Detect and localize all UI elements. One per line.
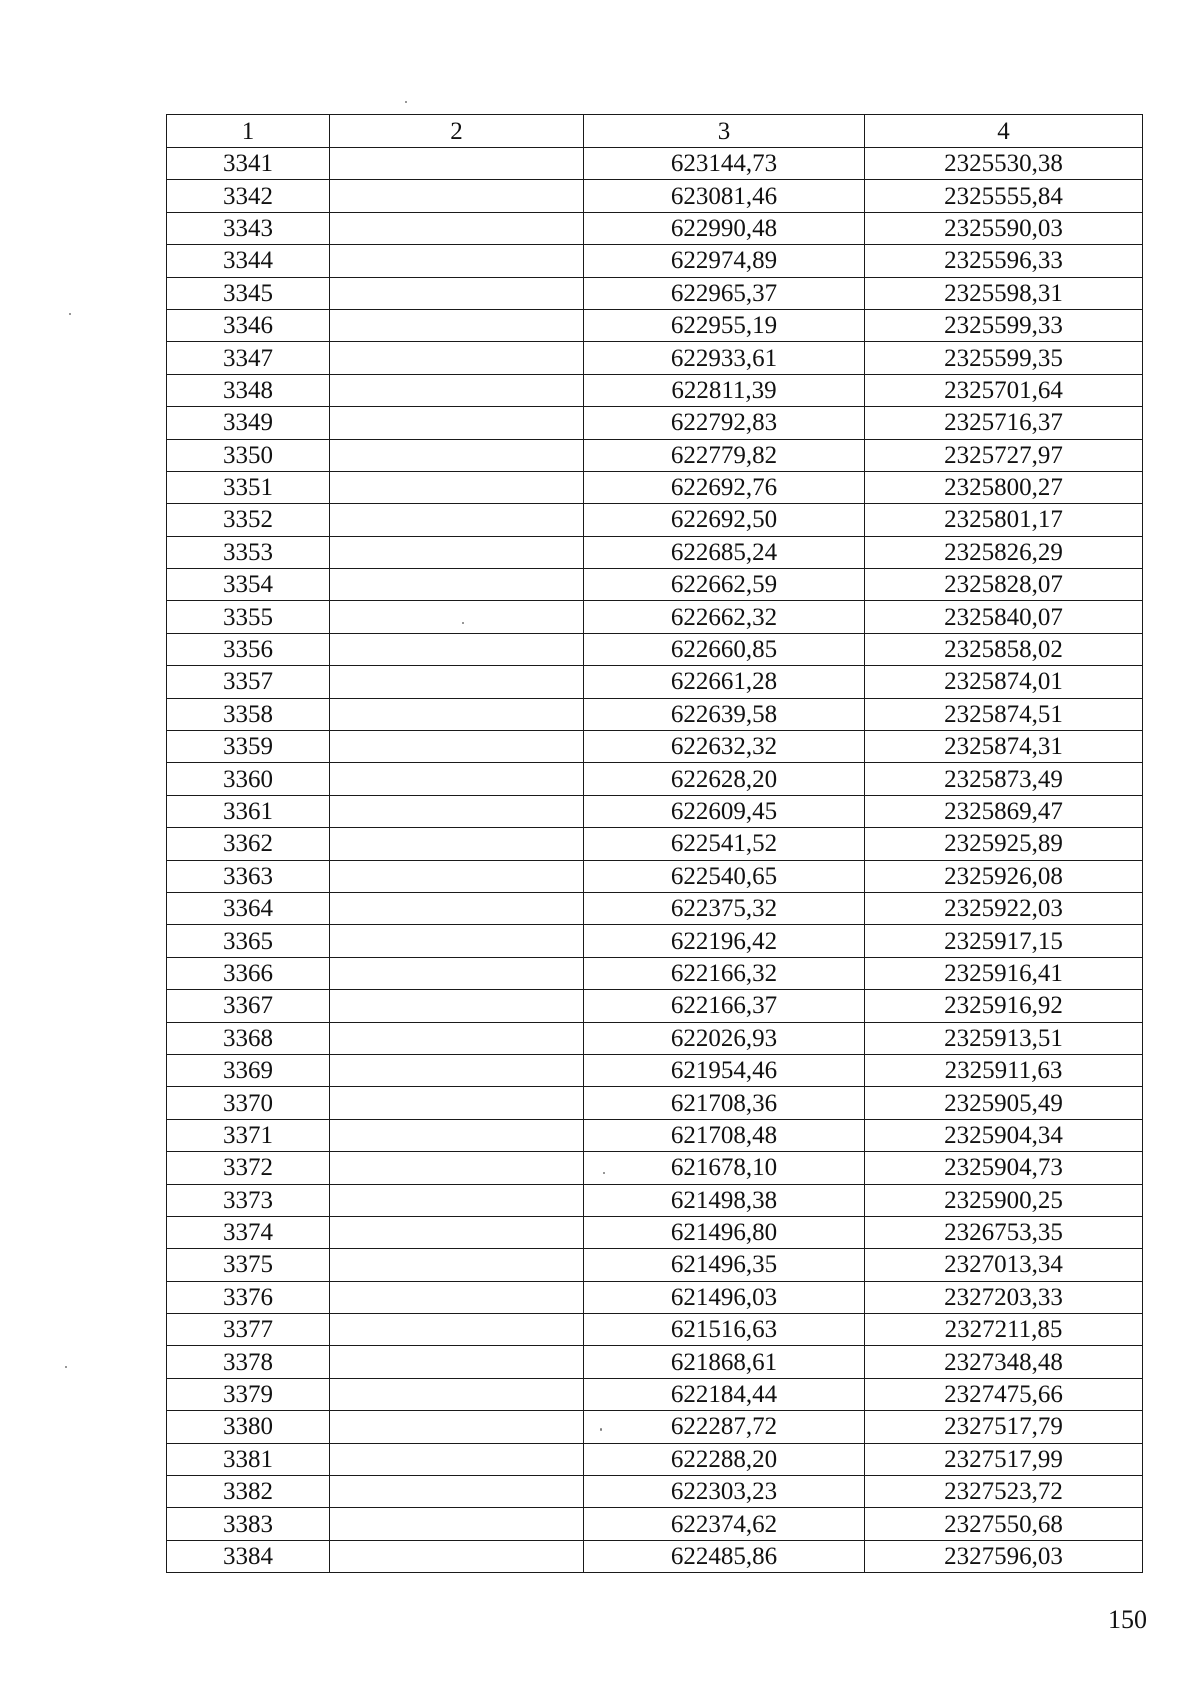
table-cell-col-4: 2325701,64 [865,374,1143,406]
table-cell-col-1: 3349 [167,407,330,439]
table-row [167,1476,1143,1508]
table-cell-col-2 [330,245,584,277]
table-row [167,1054,1143,1086]
table-cell-col-1: 3360 [167,763,330,795]
table-cell-col-1: 3365 [167,925,330,957]
table-cell-col-2 [330,990,584,1022]
table-cell-col-2 [330,1411,584,1443]
table-cell-col-4: 2326753,35 [865,1216,1143,1248]
table-cell-col-1: 3366 [167,957,330,989]
table-row [167,569,1143,601]
table-row [167,957,1143,989]
table-cell-col-4: 2325598,31 [865,277,1143,309]
table-cell-col-1: 3364 [167,892,330,924]
table-cell-col-2 [330,925,584,957]
table-cell-col-3: 623081,46 [584,180,865,212]
table-row [167,212,1143,244]
table-cell-col-1: 3378 [167,1346,330,1378]
table-cell-col-3: 622287,72 [584,1411,865,1443]
table-cell-col-2 [330,1378,584,1410]
table-cell-col-4: 2325840,07 [865,601,1143,633]
table-cell-col-2 [330,1184,584,1216]
coordinates-table [166,114,1143,1573]
table-row [167,309,1143,341]
table-cell-col-1: 3368 [167,1022,330,1054]
table-cell-col-3: 622639,58 [584,698,865,730]
table-cell-col-3: 621954,46 [584,1054,865,1086]
table-cell-col-2 [330,1476,584,1508]
table-cell-col-4: 2325801,17 [865,504,1143,536]
table-cell-col-2 [330,1119,584,1151]
table-cell-col-1: 3343 [167,212,330,244]
table-cell-col-4: 2327013,34 [865,1249,1143,1281]
table-cell-col-2 [330,342,584,374]
table-cell-col-2 [330,1054,584,1086]
table-cell-col-1: 3374 [167,1216,330,1248]
table-cell-col-3: 622166,37 [584,990,865,1022]
table-cell-col-2 [330,860,584,892]
table-row [167,1022,1143,1054]
table-cell-col-4: 2325530,38 [865,148,1143,180]
column-header-4: 4 [865,115,1143,148]
table-cell-col-1: 3354 [167,569,330,601]
table-cell-col-3: 622692,76 [584,471,865,503]
table-row [167,1281,1143,1313]
table-cell-col-1: 3370 [167,1087,330,1119]
table-cell-col-4: 2325900,25 [865,1184,1143,1216]
table-cell-col-2 [330,374,584,406]
table-cell-col-3: 621496,35 [584,1249,865,1281]
table-cell-col-2 [330,731,584,763]
table-cell-col-2 [330,277,584,309]
table-row [167,1119,1143,1151]
table-cell-col-4: 2325869,47 [865,795,1143,827]
table-cell-col-4: 2325599,35 [865,342,1143,374]
table-cell-col-2 [330,1216,584,1248]
table-cell-col-2 [330,504,584,536]
table-cell-col-1: 3384 [167,1540,330,1572]
table-cell-col-3: 622184,44 [584,1378,865,1410]
table-body [167,148,1143,1573]
table-cell-col-3: 621496,80 [584,1216,865,1248]
table-cell-col-2 [330,1281,584,1313]
table-row [167,1216,1143,1248]
table-cell-col-3: 622541,52 [584,828,865,860]
table-cell-col-2 [330,180,584,212]
table-row [167,763,1143,795]
table-cell-col-3: 622965,37 [584,277,865,309]
table-cell-col-4: 2325911,63 [865,1054,1143,1086]
table-row [167,277,1143,309]
table-cell-col-3: 622166,32 [584,957,865,989]
table-cell-col-2 [330,1346,584,1378]
table-cell-col-1: 3362 [167,828,330,860]
table-cell-col-3: 622609,45 [584,795,865,827]
table-row [167,601,1143,633]
table-cell-col-1: 3357 [167,666,330,698]
table-cell-col-3: 622685,24 [584,536,865,568]
table-row [167,439,1143,471]
table-row [167,1443,1143,1475]
table-cell-col-4: 2325727,97 [865,439,1143,471]
table-cell-col-2 [330,148,584,180]
table-cell-col-3: 622662,32 [584,601,865,633]
table-cell-col-3: 622662,59 [584,569,865,601]
table-cell-col-3: 622374,62 [584,1508,865,1540]
table-cell-col-4: 2325913,51 [865,1022,1143,1054]
table-cell-col-2 [330,212,584,244]
table-cell-col-4: 2327523,72 [865,1476,1143,1508]
column-header-1: 1 [167,115,330,148]
table-cell-col-3: 621708,36 [584,1087,865,1119]
table-cell-col-1: 3341 [167,148,330,180]
table-cell-col-4: 2325917,15 [865,925,1143,957]
table-cell-col-2 [330,471,584,503]
table-cell-col-2 [330,795,584,827]
table-row [167,925,1143,957]
table-row [167,471,1143,503]
table-row [167,148,1143,180]
table-row [167,1540,1143,1572]
table-cell-col-1: 3355 [167,601,330,633]
table-cell-col-1: 3352 [167,504,330,536]
table-cell-col-2 [330,957,584,989]
table-cell-col-2 [330,1540,584,1572]
table-cell-col-1: 3377 [167,1314,330,1346]
table-cell-col-4: 2325800,27 [865,471,1143,503]
table-cell-col-4: 2327348,48 [865,1346,1143,1378]
table-row [167,342,1143,374]
table-cell-col-4: 2325922,03 [865,892,1143,924]
table-row [167,536,1143,568]
table-cell-col-1: 3372 [167,1152,330,1184]
table-cell-col-4: 2325596,33 [865,245,1143,277]
table-cell-col-1: 3346 [167,309,330,341]
table-cell-col-1: 3350 [167,439,330,471]
table-cell-col-4: 2325828,07 [865,569,1143,601]
table-cell-col-1: 3363 [167,860,330,892]
table-cell-col-3: 622288,20 [584,1443,865,1475]
table-cell-col-4: 2325904,73 [865,1152,1143,1184]
table-cell-col-1: 3369 [167,1054,330,1086]
table-cell-col-2 [330,892,584,924]
table-cell-col-1: 3367 [167,990,330,1022]
table-cell-col-4: 2325858,02 [865,633,1143,665]
table-cell-col-4: 2325926,08 [865,860,1143,892]
table-cell-col-4: 2327475,66 [865,1378,1143,1410]
table-cell-col-1: 3383 [167,1508,330,1540]
table-row [167,698,1143,730]
table-cell-col-1: 3373 [167,1184,330,1216]
table-cell-col-1: 3361 [167,795,330,827]
table-cell-col-4: 2325905,49 [865,1087,1143,1119]
table-cell-col-3: 623144,73 [584,148,865,180]
table-cell-col-3: 622811,39 [584,374,865,406]
table-cell-col-1: 3342 [167,180,330,212]
table-cell-col-1: 3380 [167,1411,330,1443]
table-cell-col-2 [330,407,584,439]
table-row [167,666,1143,698]
table-cell-col-1: 3381 [167,1443,330,1475]
table-row [167,407,1143,439]
table-cell-col-1: 3356 [167,633,330,665]
table-cell-col-2 [330,309,584,341]
table-cell-col-1: 3348 [167,374,330,406]
table-row [167,1184,1143,1216]
table-row [167,180,1143,212]
table-cell-col-1: 3371 [167,1119,330,1151]
table-cell-col-3: 622692,50 [584,504,865,536]
table-cell-col-4: 2327517,79 [865,1411,1143,1443]
table-cell-col-1: 3382 [167,1476,330,1508]
table-cell-col-3: 622792,83 [584,407,865,439]
table-cell-col-2 [330,1087,584,1119]
table-cell-col-3: 622974,89 [584,245,865,277]
scan-speck [405,101,407,103]
table-cell-col-4: 2325873,49 [865,763,1143,795]
table-cell-col-1: 3358 [167,698,330,730]
table-cell-col-4: 2325904,34 [865,1119,1143,1151]
table-header-row [167,115,1143,148]
table-row [167,860,1143,892]
scan-speck [69,313,71,315]
table-row [167,1378,1143,1410]
table-cell-col-2 [330,828,584,860]
table-cell-col-4: 2327211,85 [865,1314,1143,1346]
table-cell-col-3: 621708,48 [584,1119,865,1151]
table-cell-col-3: 622661,28 [584,666,865,698]
table-cell-col-4: 2327596,03 [865,1540,1143,1572]
table-cell-col-1: 3347 [167,342,330,374]
table-cell-col-2 [330,569,584,601]
table-cell-col-2 [330,666,584,698]
table-cell-col-2 [330,439,584,471]
table-row [167,1411,1143,1443]
page-number: 150 [1108,1605,1147,1634]
table-cell-col-4: 2325874,31 [865,731,1143,763]
table-row [167,504,1143,536]
table-cell-col-4: 2325874,01 [865,666,1143,698]
table-cell-col-1: 3376 [167,1281,330,1313]
table-cell-col-1: 3379 [167,1378,330,1410]
table-cell-col-2 [330,633,584,665]
table-cell-col-3: 622779,82 [584,439,865,471]
table-cell-col-4: 2325555,84 [865,180,1143,212]
table-cell-col-4: 2325916,41 [865,957,1143,989]
table-cell-col-1: 3375 [167,1249,330,1281]
table-cell-col-3: 622628,20 [584,763,865,795]
table-row [167,1249,1143,1281]
table-cell-col-3: 622485,86 [584,1540,865,1572]
table-cell-col-3: 622303,23 [584,1476,865,1508]
table-cell-col-1: 3345 [167,277,330,309]
table-cell-col-2 [330,1314,584,1346]
table-row [167,795,1143,827]
table-cell-col-4: 2327203,33 [865,1281,1143,1313]
table-row [167,1508,1143,1540]
column-header-3: 3 [584,115,865,148]
scan-speck [462,622,464,624]
table-cell-col-3: 622026,93 [584,1022,865,1054]
table-row [167,374,1143,406]
table-cell-col-2 [330,698,584,730]
table-cell-col-4: 2325826,29 [865,536,1143,568]
table-cell-col-3: 621868,61 [584,1346,865,1378]
table-cell-col-3: 622955,19 [584,309,865,341]
table-cell-col-3: 622933,61 [584,342,865,374]
table-cell-col-4: 2327550,68 [865,1508,1143,1540]
table-cell-col-3: 622632,32 [584,731,865,763]
table-row [167,731,1143,763]
column-header-2: 2 [330,115,584,148]
table-cell-col-4: 2327517,99 [865,1443,1143,1475]
scan-speck [603,1172,605,1174]
table-cell-col-4: 2325874,51 [865,698,1143,730]
table-cell-col-3: 621498,38 [584,1184,865,1216]
table-cell-col-3: 621516,63 [584,1314,865,1346]
table-cell-col-2 [330,536,584,568]
table-cell-col-1: 3351 [167,471,330,503]
table-row [167,1152,1143,1184]
table-row [167,245,1143,277]
table-cell-col-2 [330,601,584,633]
table-cell-col-3: 621496,03 [584,1281,865,1313]
table-row [167,990,1143,1022]
scan-speck [65,1366,67,1368]
table-cell-col-3: 621678,10 [584,1152,865,1184]
table-row [167,1346,1143,1378]
table-row [167,1087,1143,1119]
table-cell-col-1: 3344 [167,245,330,277]
table-row [167,892,1143,924]
table-cell-col-3: 622540,65 [584,860,865,892]
table-cell-col-2 [330,763,584,795]
table-cell-col-4: 2325590,03 [865,212,1143,244]
table-cell-col-2 [330,1508,584,1540]
table-cell-col-2 [330,1152,584,1184]
table-cell-col-4: 2325916,92 [865,990,1143,1022]
table-cell-col-2 [330,1443,584,1475]
table-row [167,633,1143,665]
table-cell-col-4: 2325599,33 [865,309,1143,341]
table-cell-col-4: 2325925,89 [865,828,1143,860]
table-cell-col-4: 2325716,37 [865,407,1143,439]
table-cell-col-1: 3359 [167,731,330,763]
table-cell-col-2 [330,1022,584,1054]
table-cell-col-1: 3353 [167,536,330,568]
table-row [167,1314,1143,1346]
table-cell-col-3: 622660,85 [584,633,865,665]
table-row [167,828,1143,860]
table-cell-col-3: 622196,42 [584,925,865,957]
table-cell-col-2 [330,1249,584,1281]
table-cell-col-3: 622990,48 [584,212,865,244]
table-cell-col-3: 622375,32 [584,892,865,924]
scan-speck [600,1428,602,1431]
